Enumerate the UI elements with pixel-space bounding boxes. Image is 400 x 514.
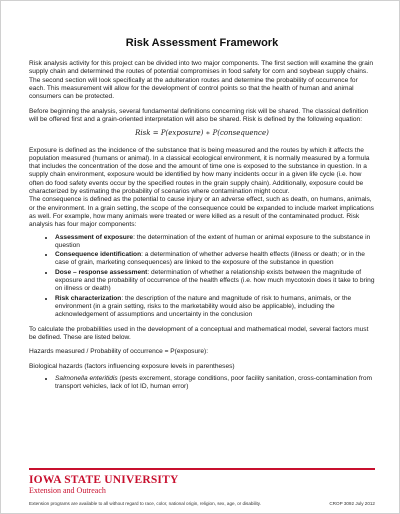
list-item [55, 251, 375, 268]
exposure-paragraph: Exposure is defined as the incidence of the substance that is being measured and the routes by which it affects the population measured (humans or animal). In a classical ecological environment, it is normally measured by a formula that includes the concentration of the dose and the amount of time one is exposed to the substance in question. In a supply chain environment, exposure would be identified by how many incidents occur in a given life cycle (i.e. how often do food safety events occur by the specified routes in the grain supply chain). Additionally, exposure could be characterized by estimating the probability of scenarios where contamination might occur. [29, 146, 370, 196]
footer-disclaimer: Extension programs are available to all without regard to race, color, national origin, religion, sex, age, or disability. [29, 501, 262, 506]
biological-hazards-line: Biological hazards (factors influencing exposure levels in parentheses) [29, 362, 235, 370]
page-title: Risk Assessment Framework [125, 37, 279, 49]
component-term: Assessment of exposure [55, 233, 134, 241]
component-term: Dose – response assessment [55, 268, 148, 276]
hazard-description: (pests excrement, storage conditions, poor facility sanitation, cross-contamination from transport vehicles, lack of lot ID, human error) [55, 375, 373, 391]
component-description: : the description of the nature and magnitude of risk to humans, animals, or the environment (in a grain setting, risks to the marketability would also be applicable), including the acknowledgement of assumptions and uncertainty in the conclusion [55, 294, 352, 319]
definitions-intro-paragraph: Before beginning the analysis, several fundamental definitions concerning risk will be shared. The classical definition will be offered first and a grain-oriented interpretation will also be shared. Risk is defined by the following equation: [29, 107, 369, 123]
intro-paragraph: Risk analysis activity for this project can be divided into two major components. The first section will examine the grain supply chain and determined the routes of potential compromises in food safety for corn and soybean supply chains. The second section will look specifically at the adulteration routes and determine the probability of occurrence for each. This measurement will allow for the development of control points so that the health of human and animal consumers can be protected. [29, 60, 374, 101]
document-body [29, 37, 375, 398]
risk-equation: Risk = P(exposure) ∗ P(consequence) [135, 129, 269, 138]
list-item [55, 295, 375, 320]
risk-components-list [29, 234, 375, 320]
component-term: Consequence identification [55, 251, 142, 259]
list-item [55, 375, 375, 392]
page-footer [1, 468, 399, 513]
component-description: : determination of whether a relationship exists between the magnitude of exposure and the probability of occurrence of the health effects (i.e. how much mycotoxin does it take to bring on illness or death) [55, 268, 375, 293]
hazard-term: Salmonella enteritidis [55, 375, 118, 383]
component-description: : the determination of the extent of human or animal exposure to the substance in question [55, 233, 371, 249]
list-item [55, 234, 375, 251]
footer-divider [29, 468, 375, 470]
hazards-line: Hazards measured / Probability of occurrence = P(exposure): [29, 348, 209, 356]
biological-hazards-list [29, 375, 375, 392]
university-logo [29, 474, 178, 496]
list-item [55, 269, 375, 294]
component-description: : a determination of whether adverse health effects (illness or death; or in the case of grain, marketing consequences) are linked to the exposure of the substance in question [55, 251, 365, 267]
logo-wordmark: IOWA STATE UNIVERSITY [29, 474, 179, 486]
publication-code: CROP 3092 July 2012 [329, 501, 375, 506]
probabilities-paragraph: To calculate the probabilities used in the development of a conceptual and mathematical model, several factors must be defined. These are listed below. [29, 325, 369, 341]
logo-subtitle: Extension and Outreach [29, 486, 106, 495]
consequence-paragraph: The consequence is defined as the potential to cause injury or an adverse effect, such as death, on humans, animals, or the environment. In a grain setting, the scope of the consequence could be expanded to include market implications as well. For example, how many animals were treated or were killed as a result of the contaminated product. Risk analysis has four major components: [29, 196, 374, 229]
component-term: Risk characterization [55, 294, 122, 302]
